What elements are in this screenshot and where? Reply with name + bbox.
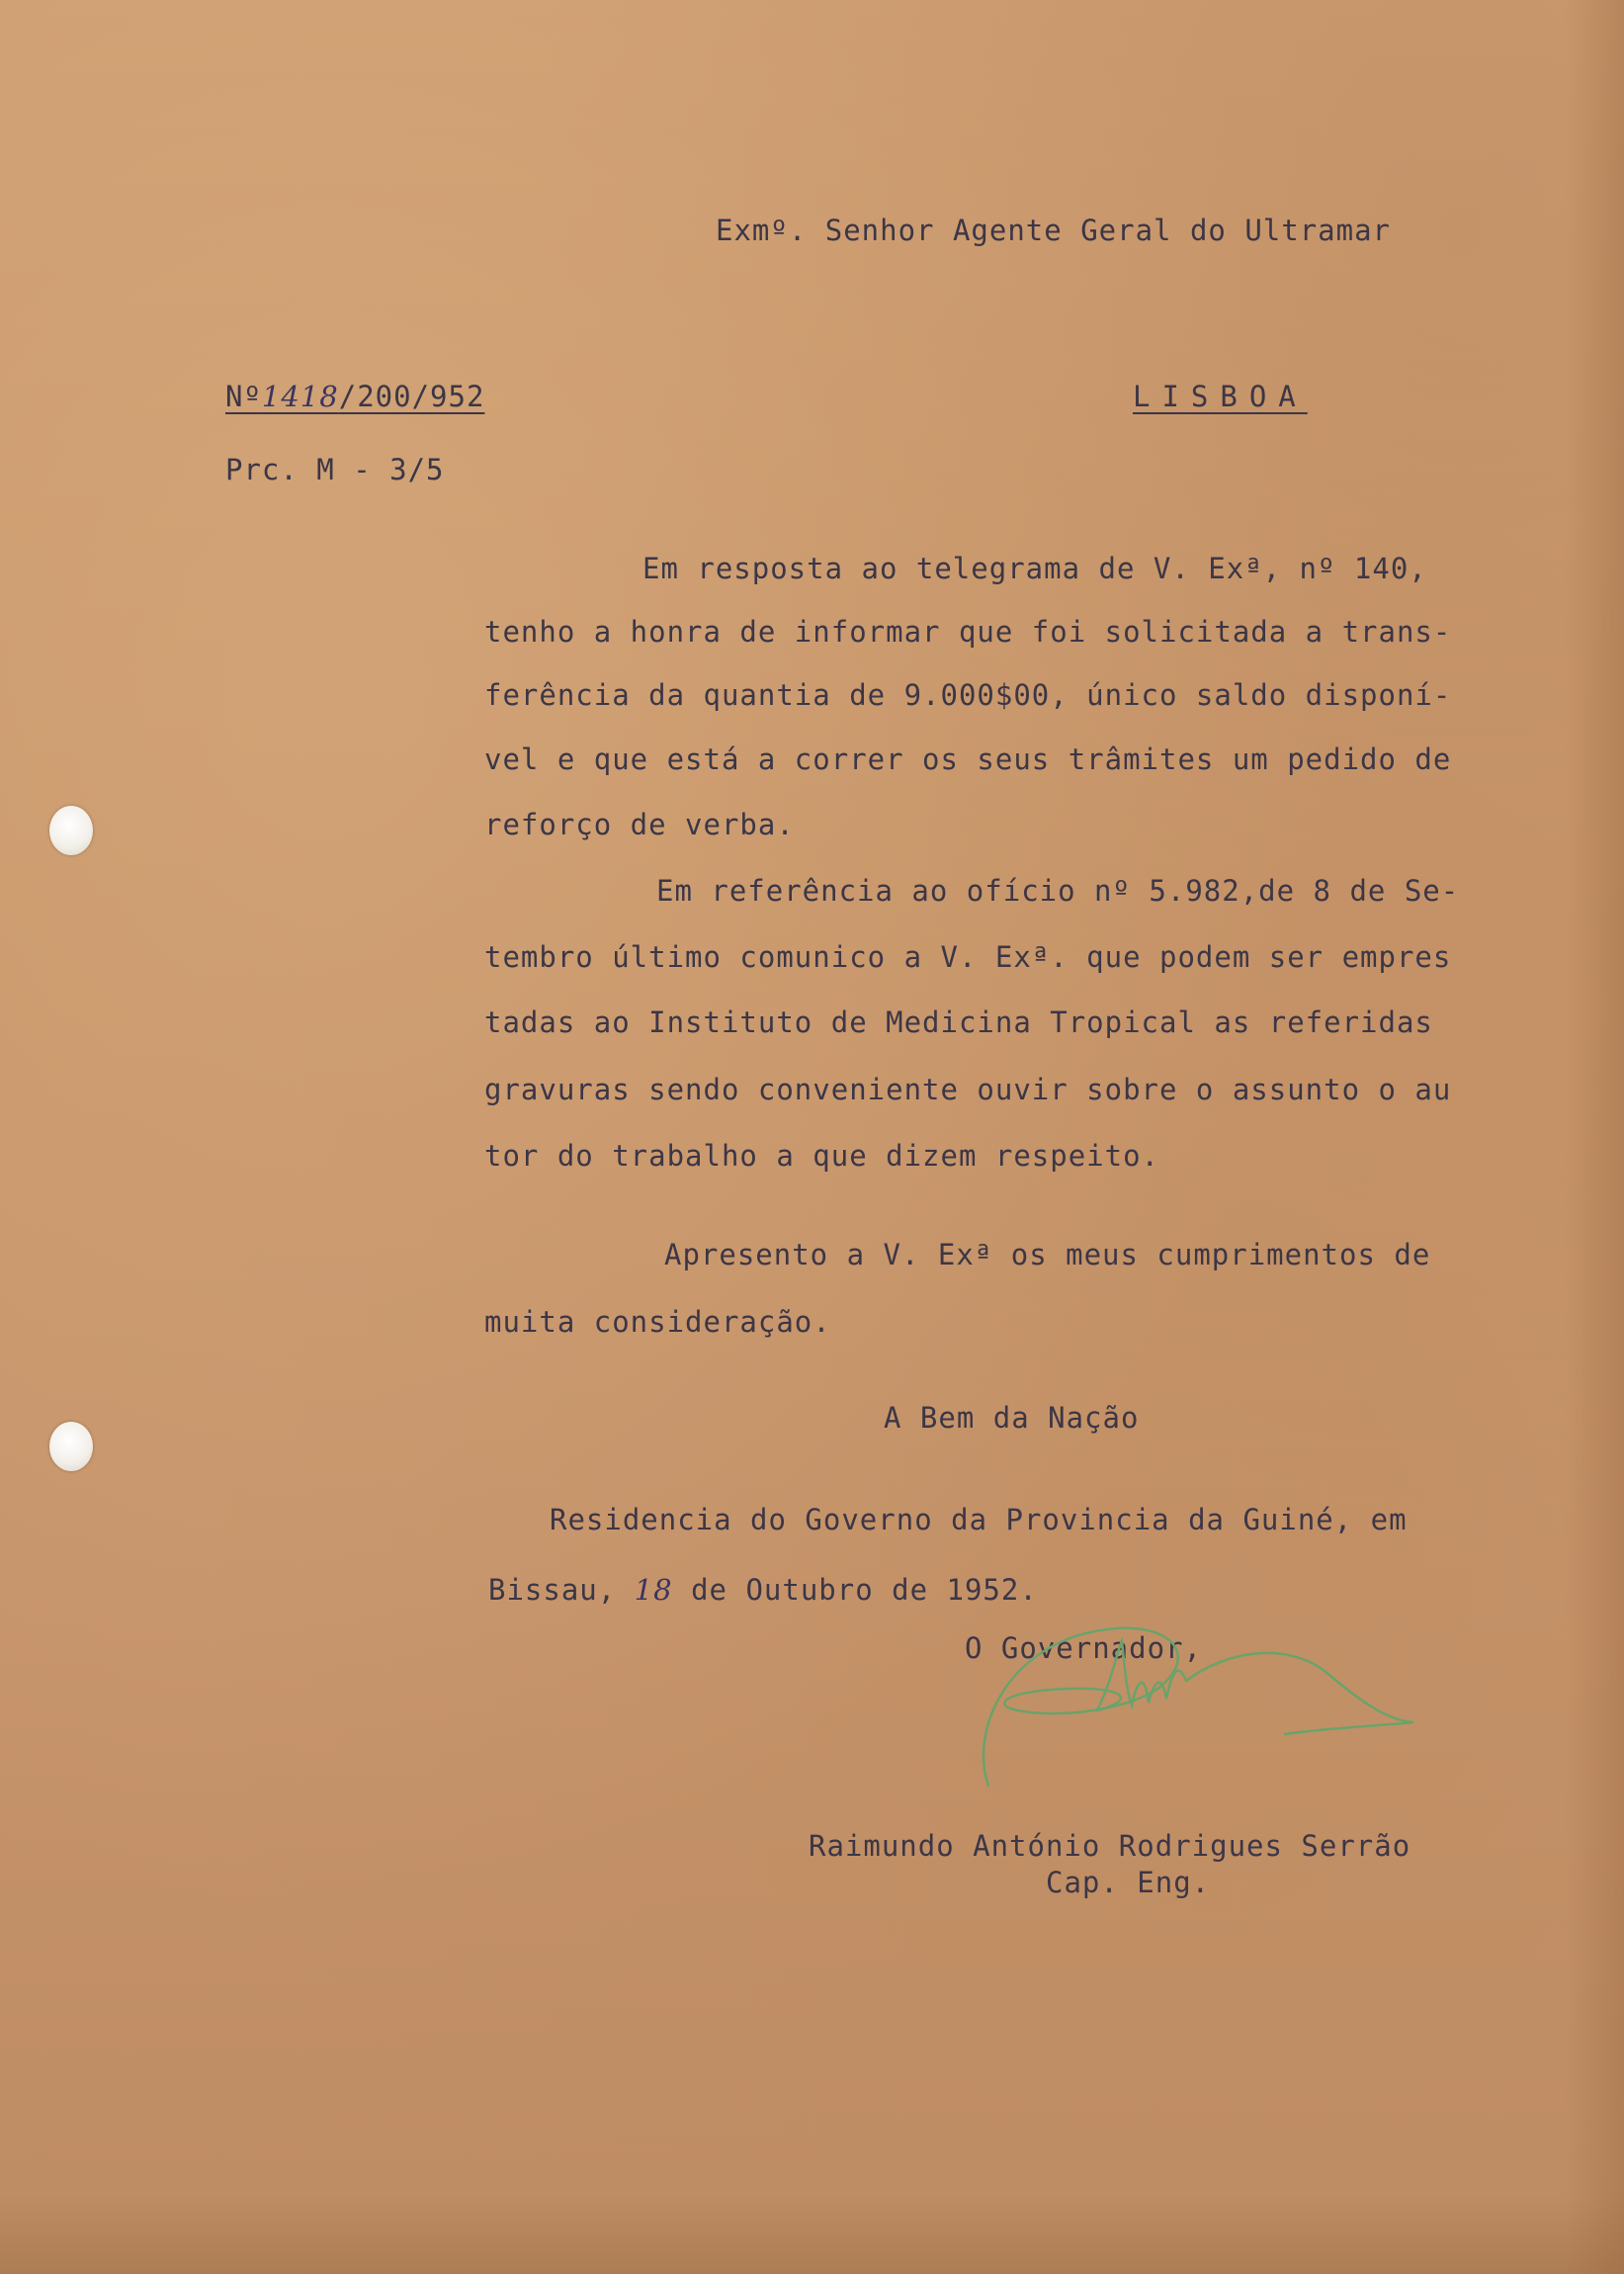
signer-name: Raimundo António Rodrigues Serrão [809, 1829, 1411, 1863]
body-line: ferência da quantia de 9.000$00, único saldo disponí- [484, 678, 1452, 712]
body-line: gravuras sendo conveniente ouvir sobre o assunto o au [484, 1073, 1452, 1106]
punch-hole [49, 1422, 93, 1471]
body-line: tenho a honra de informar que foi solicitada a trans- [484, 615, 1452, 649]
body-line: Em referência ao ofício nº 5.982,de 8 de Se- [656, 874, 1460, 908]
punch-hole [49, 806, 93, 855]
body-line: reforço de verba. [484, 808, 795, 841]
process-number: Prc. M - 3/5 [225, 453, 445, 486]
reference-suffix: /200/952 [338, 380, 485, 413]
paper-bottom-shadow [0, 2195, 1624, 2274]
body-line: tembro último comunico a V. Exª. que podem ser empres [484, 940, 1452, 974]
paper-edge-shadow [1565, 0, 1624, 2274]
body-line: Em resposta ao telegrama de V. Exª, nº 140, [642, 552, 1427, 585]
body-line: Apresento a V. Exª os meus cumprimentos de [664, 1238, 1431, 1271]
body-line: muita consideração. [484, 1305, 831, 1339]
reference-prefix: Nº [225, 380, 262, 413]
destination-city: LISBOA [1133, 380, 1308, 413]
signature-scribble [949, 1612, 1423, 1799]
addressee: Exmº. Senhor Agente Geral do Ultramar [716, 214, 1392, 247]
reference-number [225, 380, 484, 413]
place-line: Residencia do Governo da Provincia da Guiné, em [550, 1503, 1408, 1536]
valediction: A Bem da Nação [884, 1401, 1140, 1435]
signer-rank: Cap. Eng. [1046, 1866, 1211, 1899]
date-suffix: de Outubro de 1952. [691, 1573, 1038, 1607]
date-line [488, 1573, 1038, 1607]
body-line: tor do trabalho a que dizem respeito. [484, 1139, 1160, 1173]
body-line: vel e que está a correr os seus trâmites um pedido de [484, 743, 1452, 776]
body-line: tadas ao Instituto de Medicina Tropical as referidas [484, 1006, 1433, 1039]
date-prefix: Bissau, [488, 1573, 617, 1607]
reference-handwritten: 1418 [261, 380, 339, 413]
signer-title: O Governador, [965, 1631, 1202, 1665]
date-day-handwritten: 18 [634, 1573, 673, 1607]
